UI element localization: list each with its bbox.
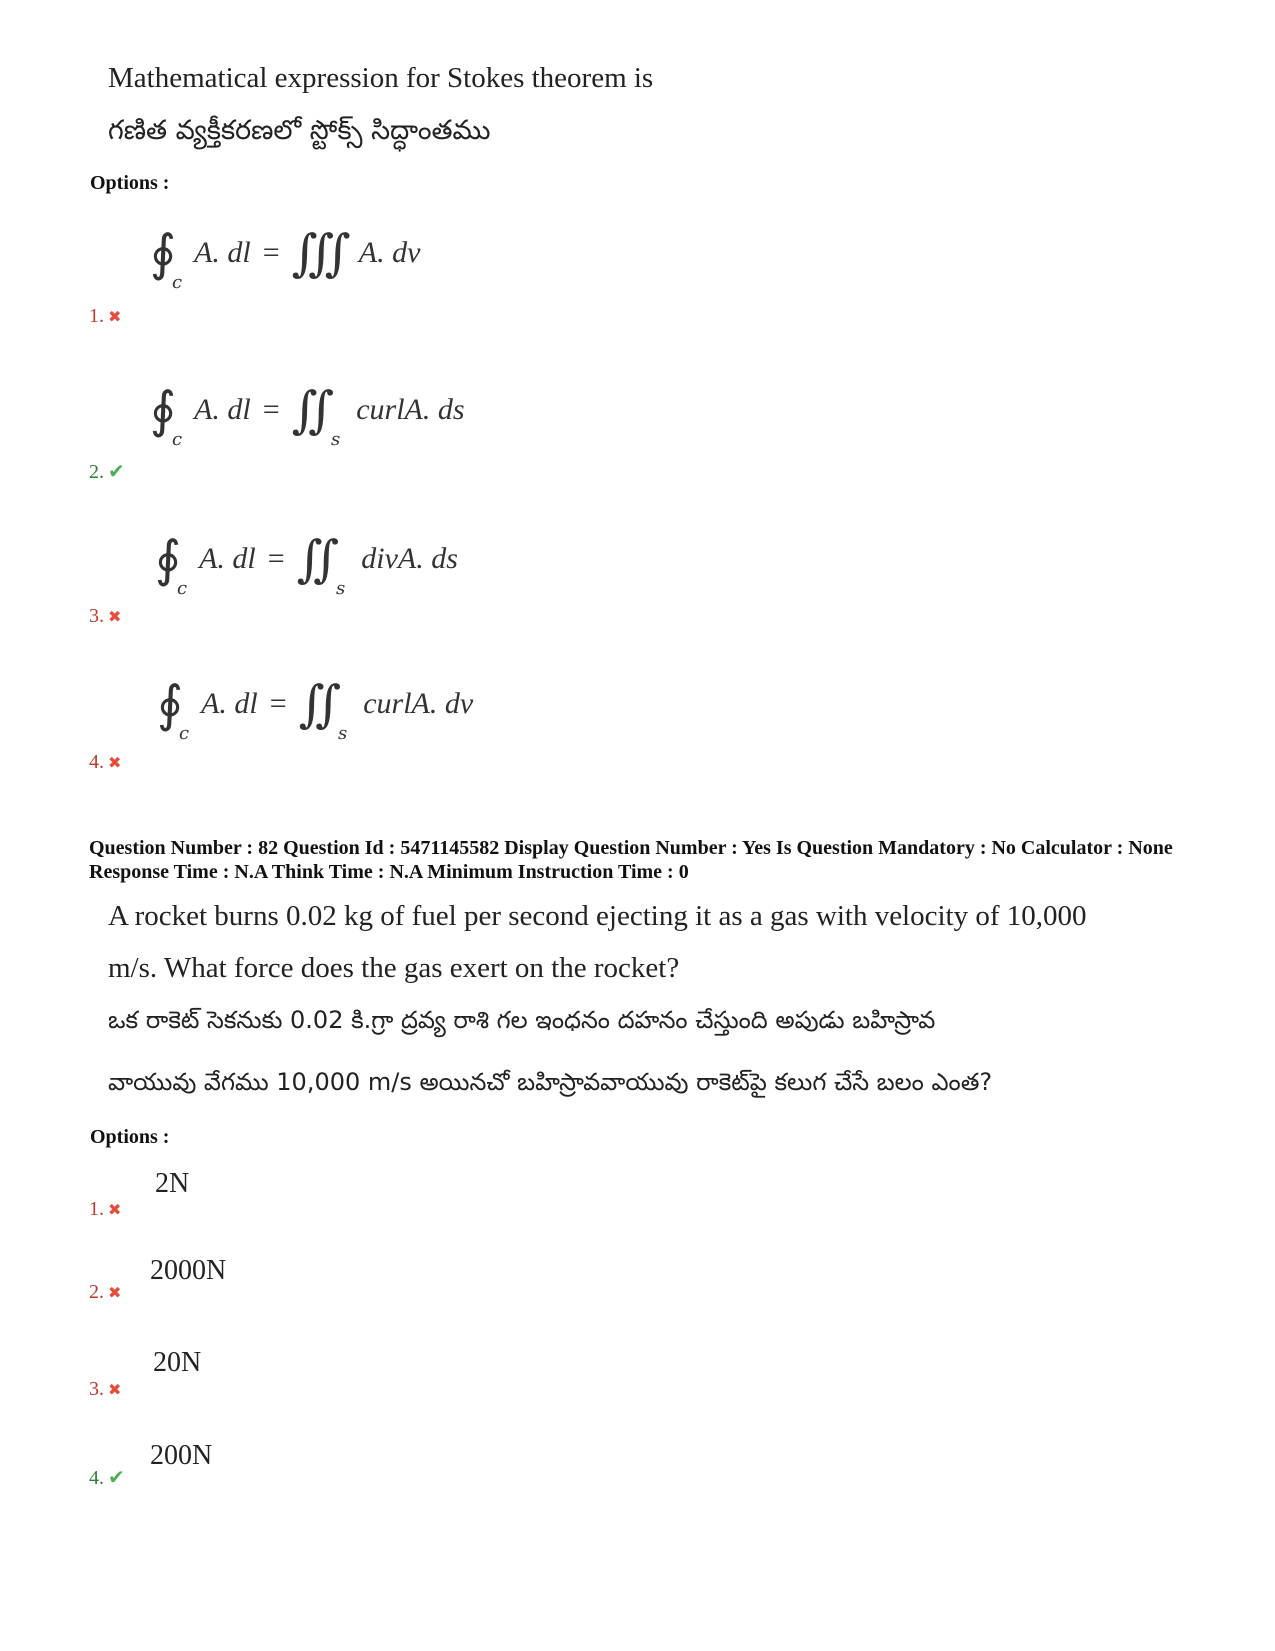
- q81-options-label: Options :: [90, 172, 170, 194]
- q82-option-2-answer: 2000N: [150, 1255, 227, 1286]
- q81-option-4-formula: ∮ c A. dl = ∬ s curlA. dv: [157, 675, 474, 744]
- q82-text-en-line1: A rocket burns 0.02 kg of fuel per second ejecting it as a gas with velocity of 10,000: [108, 900, 1087, 932]
- q82-option-3-number: 3. ✖: [89, 1378, 122, 1400]
- q82-option-1-number: 1. ✖: [89, 1198, 122, 1220]
- q82-option-4-answer: 200N: [150, 1440, 213, 1471]
- contour-integral-symbol: ∮ c: [150, 381, 183, 450]
- cross-icon: ✖: [108, 309, 122, 326]
- q82-option-2-number: 2. ✖: [89, 1281, 122, 1303]
- q82-options-label: Options :: [90, 1126, 170, 1148]
- cross-icon: ✖: [108, 1382, 122, 1399]
- cross-icon: ✖: [108, 1202, 122, 1219]
- cross-icon: ✖: [108, 755, 122, 772]
- double-integral-symbol: ∬ s: [296, 530, 346, 599]
- q81-option-1-formula: ∮ c A. dl = ∭ A. dv: [150, 224, 421, 293]
- q81-option-3-formula: ∮ c A. dl = ∬ s divA. ds: [155, 530, 458, 599]
- q81-option-2-number: 2. ✔: [89, 461, 125, 483]
- checkmark-icon: ✔: [108, 1467, 125, 1489]
- cross-icon: ✖: [108, 1285, 122, 1302]
- contour-integral-symbol: ∮ c: [150, 224, 183, 293]
- triple-integral-symbol: ∭: [291, 224, 351, 282]
- q81-option-4-number: 4. ✖: [89, 751, 122, 773]
- q82-meta: Question Number : 82 Question Id : 5471145582 Display Question Number : Yes Is Question Mandatory : No Calculator : None Response Time : N.A Think Time : N.A Minimum Instruction Time : 0: [89, 837, 1173, 883]
- q81-text-en: Mathematical expression for Stokes theorem is: [108, 62, 654, 94]
- q81-option-2-formula: ∮ c A. dl = ∬ s curlA. ds: [150, 381, 465, 450]
- q81-option-1-number: 1. ✖: [89, 305, 122, 327]
- q82-option-4-number: 4. ✔: [89, 1467, 125, 1489]
- q81-option-3-number: 3. ✖: [89, 605, 122, 627]
- contour-integral-symbol: ∮ c: [157, 675, 190, 744]
- q82-option-3-answer: 20N: [153, 1347, 202, 1378]
- q81-text-te: గణిత వ్యక్తీకరణలో స్టోక్స్ సిద్ధాంతము: [108, 115, 491, 146]
- contour-integral-symbol: ∮ c: [155, 530, 188, 599]
- q82-text-te-line2: వాయువు వేగము 10,000 m/s అయినచో బహిస్రావవాయువు రాకెట్‌పై కలుగ చేసే బలం ఎంత?: [108, 1068, 993, 1096]
- q82-text-te-line1: ఒక రాకెట్ సెకనుకు 0.02 కి.గ్రా ద్రవ్య రాశి గల ఇంధనం దహనం చేస్తుంది అపుడు బహిస్రావ: [108, 1006, 936, 1034]
- q82-option-1-answer: 2N: [155, 1168, 190, 1199]
- cross-icon: ✖: [108, 609, 122, 626]
- double-integral-symbol: ∬ s: [298, 675, 348, 744]
- double-integral-symbol: ∬ s: [291, 381, 341, 450]
- q82-text-en-line2: m/s. What force does the gas exert on the rocket?: [108, 952, 680, 984]
- checkmark-icon: ✔: [108, 461, 125, 483]
